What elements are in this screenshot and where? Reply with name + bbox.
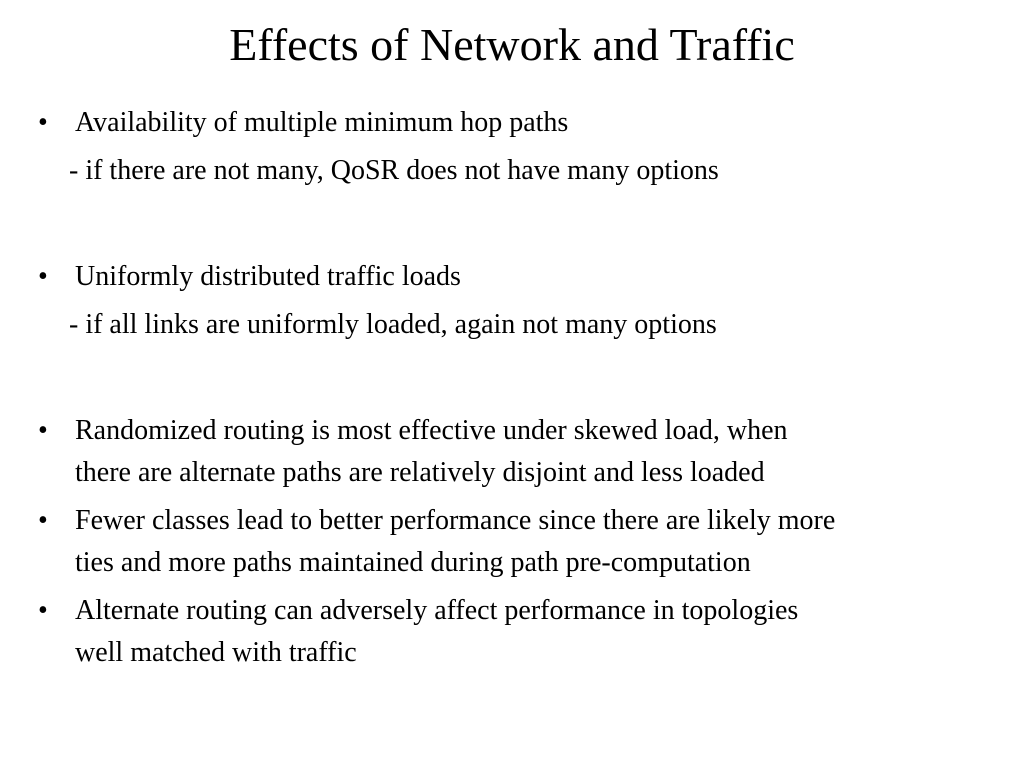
- bullet-text: Randomized routing is most effective under skewed load, when: [75, 415, 788, 446]
- bullet-item: [38, 590, 1018, 632]
- bullet-text: Availability of multiple minimum hop paths: [75, 107, 569, 138]
- bullet-icon: •: [38, 505, 48, 536]
- bullet-icon: •: [38, 107, 48, 138]
- bullet-icon: •: [38, 415, 48, 446]
- bullet-item: [38, 500, 1018, 542]
- bullet-text: Fewer classes lead to better performance since there are likely more: [75, 505, 836, 536]
- bullet-text-continuation: ties and more paths maintained during path pre-computation: [75, 547, 751, 578]
- bullet-icon: •: [38, 261, 48, 292]
- bullet-item: [38, 102, 1018, 144]
- bullet-item: [38, 410, 1018, 452]
- bullet-list: [38, 102, 1018, 674]
- slide-title: Effects of Network and Traffic: [229, 19, 795, 70]
- bullet-text: Alternate routing can adversely affect performance in topologies: [75, 595, 799, 626]
- bullet-text-continuation: well matched with traffic: [75, 637, 357, 668]
- sub-item: - if all links are uniformly loaded, again not many options: [69, 309, 717, 340]
- bullet-item: [38, 256, 1018, 298]
- bullet-text-continuation: there are alternate paths are relatively disjoint and less loaded: [75, 457, 765, 488]
- bullet-text: Uniformly distributed traffic loads: [75, 261, 461, 292]
- bullet-icon: •: [38, 595, 48, 626]
- sub-item: - if there are not many, QoSR does not have many options: [69, 155, 719, 186]
